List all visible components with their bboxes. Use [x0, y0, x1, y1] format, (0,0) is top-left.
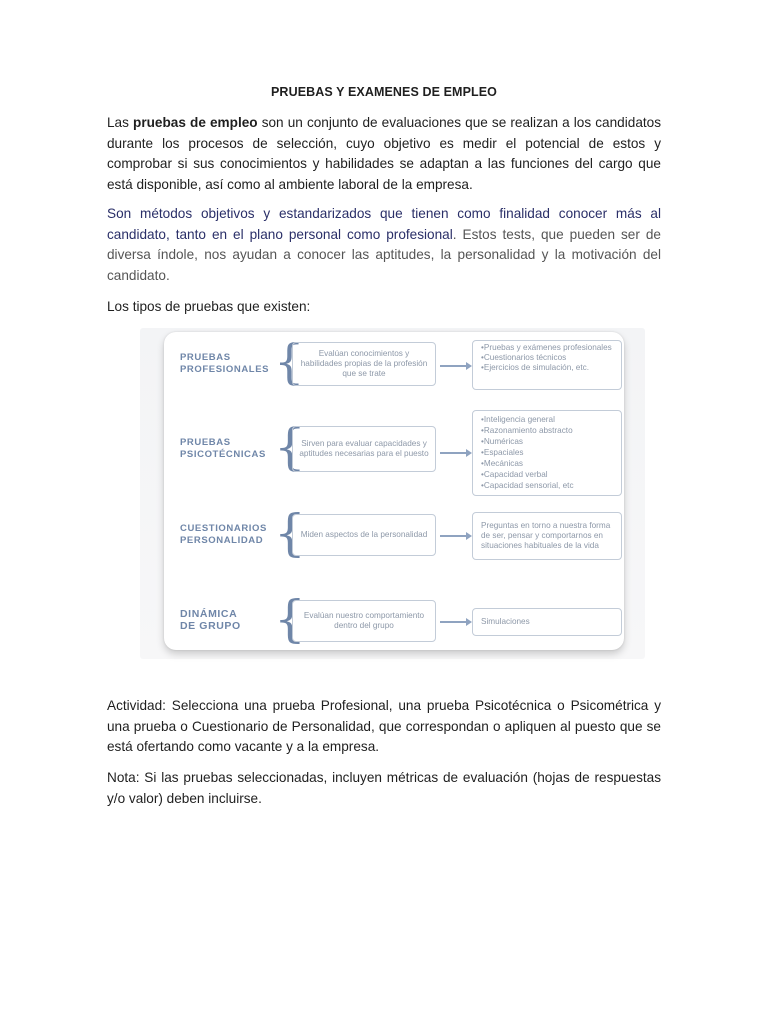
description-box: Evalúan conocimientos y habilidades propias de la profesión que se trate [292, 342, 436, 386]
activity-paragraph: Actividad: Selecciona una prueba Profesional, una prueba Psicotécnica o Psicométrica y una prueba o Cuestionario de Personalidad, que correspondan o apliquen al puesto que se está ofertando como vacante y a la empresa. [107, 698, 661, 755]
category-label [180, 608, 272, 632]
result-item: • Espaciales [481, 447, 613, 458]
category-label [180, 352, 272, 376]
result-box [472, 410, 622, 496]
description-box: Miden aspectos de la personalidad [292, 514, 436, 556]
result-text: Preguntas en torno a nuestra forma de ser, pensar y comportarnos en situaciones habituales de la vida [481, 521, 611, 550]
result-item: • Cuestionarios técnicos [481, 353, 613, 363]
brace-icon: { [274, 504, 306, 562]
result-box [472, 340, 622, 390]
result-item: • Pruebas y exámenes profesionales [481, 343, 613, 353]
result-item: • Mecánicas [481, 458, 613, 469]
result-box [472, 608, 622, 636]
category-line1: PRUEBAS [180, 437, 231, 448]
result-item: • Capacidad sensorial, etc [481, 480, 613, 491]
intro-paragraph [107, 113, 661, 195]
document-title: PRUEBAS Y EXAMENES DE EMPLEO [271, 85, 497, 99]
definition-prefix: Son [107, 206, 140, 221]
category-line2: PERSONALIDAD [180, 535, 264, 546]
category-line2: PROFESIONALES [180, 364, 270, 375]
result-item: • Ejercicios de simulación, etc. [481, 363, 613, 373]
test-types-diagram [140, 328, 645, 659]
note-paragraph: Nota: Si las pruebas seleccionadas, incluyen métricas de evaluación (hojas de respuestas y/o valor) deben incluirse. [107, 770, 661, 806]
result-item: • Inteligencia general [481, 414, 613, 425]
intro-rest: son un conjunto de evaluaciones que se realizan a los candidatos durante los procesos de selección, cuyo objetivo es medir el potencial de estos y comprobar si sus conocimientos y habilidades se adaptan a las funciones del cargo que está disponible, así como al ambiente laboral de la empresa. [107, 115, 662, 192]
definition-rest: . Estos tests, que pueden ser de diversa índole, nos ayudan a conocer las aptitudes, la personalidad y la motivación del candidato. [107, 226, 661, 283]
arrow-right-icon [440, 365, 470, 367]
description-box: Sirven para evaluar capacidades y aptitudes necesarias para el puesto [292, 426, 436, 472]
category-line1: CUESTIONARIOS [180, 523, 267, 534]
category-line2: PSICOTÉCNICAS [180, 449, 266, 460]
result-item: • Capacidad verbal [481, 469, 613, 480]
category-line1: PRUEBAS [180, 352, 231, 363]
brace-icon: { [274, 590, 306, 648]
category-line2: DE GRUPO [180, 620, 241, 632]
result-box [472, 512, 622, 560]
description-box: Evalúan nuestro comportamiento dentro del grupo [292, 600, 436, 642]
category-label [180, 437, 272, 461]
result-item: • Razonamiento abstracto [481, 425, 613, 436]
category-label [180, 523, 272, 547]
result-item: • Numéricas [481, 436, 613, 447]
definition-paragraph [107, 204, 661, 286]
types-heading: Los tipos de pruebas que existen: [107, 299, 311, 314]
arrow-right-icon [440, 452, 470, 454]
arrow-right-icon [440, 621, 470, 623]
arrow-right-icon [440, 535, 470, 537]
definition-highlight: métodos objetivos y estandarizados que tienen como finalidad conocer más al candidato, tanto en el plano personal como profesional [107, 206, 661, 242]
result-text: Simulaciones [481, 617, 530, 626]
brace-icon: { [274, 334, 305, 390]
intro-bold-term: pruebas de empleo [133, 115, 258, 130]
category-line1: DINÁMICA [180, 608, 238, 620]
brace-icon: { [274, 418, 306, 476]
intro-prefix: Las [107, 115, 134, 130]
